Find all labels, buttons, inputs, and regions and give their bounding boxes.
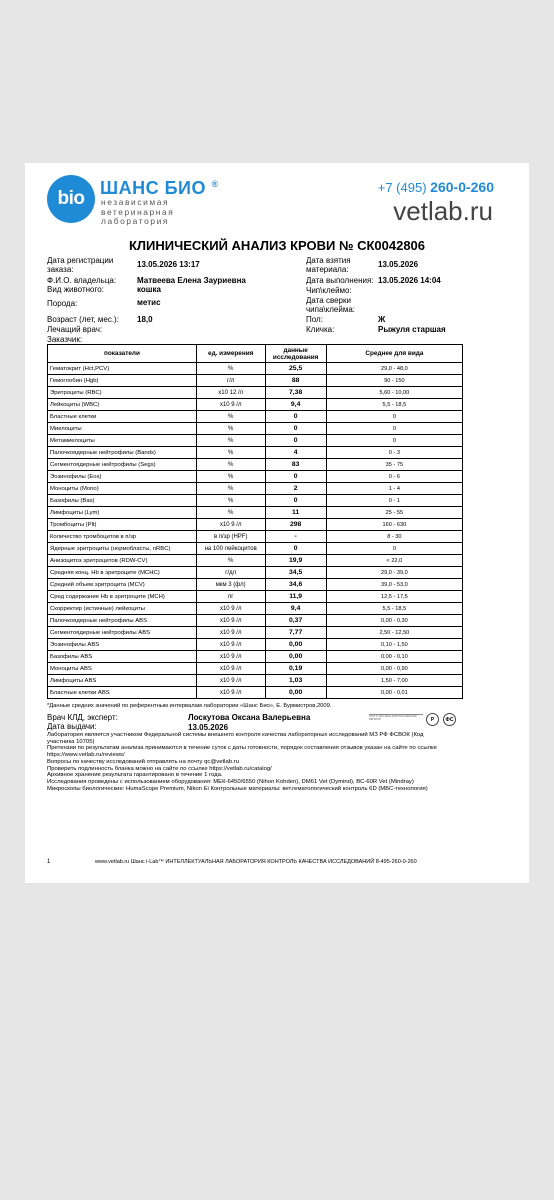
unit-cell: x10 9 /л	[196, 519, 265, 531]
reference-range: 90 - 150	[326, 375, 462, 387]
table-row	[48, 375, 463, 387]
reference-range: 5,5 - 18,5	[326, 399, 462, 411]
result-value: 0	[265, 423, 326, 435]
result-value: 7,77	[265, 627, 326, 639]
result-value: 9,4	[265, 603, 326, 615]
analyte-name: Лимфоциты ABS	[48, 675, 197, 687]
analyte-name: Анизоцитоз эритроцитов (RDW-CV)	[48, 555, 197, 567]
result-value: 0,19	[265, 663, 326, 675]
iso-stamp: ГОСТ Р ИСО 9001-2015 РОССИЙСКИЙ РЕГИСТР	[369, 714, 423, 727]
unit-cell: x10 9 /л	[196, 615, 265, 627]
issue-date-value: 13.05.2026	[188, 723, 229, 732]
footnote: *Данные средних значений по референтным интервалам лаборатории «Шанс Био», Е. Бурмистров,2009.	[47, 703, 332, 709]
breed-value: метис	[137, 298, 161, 307]
table-row	[48, 519, 463, 531]
unit-cell: мкм 3 (фл)	[196, 579, 265, 591]
phone-prefix: +7 (495)	[377, 180, 427, 195]
unit-cell: г/л	[196, 375, 265, 387]
done-date-label: Дата выполнения:	[306, 276, 374, 285]
analyte-name: Эозинофилы (Eos)	[48, 471, 197, 483]
done-date-value: 13.05.2026 14:04	[378, 276, 441, 285]
phone-number: 260-0-260	[430, 179, 494, 195]
reference-range: 25 - 55	[326, 507, 462, 519]
reference-range: 1,50 - 7,00	[326, 675, 462, 687]
reference-range: 5,60 - 10,00	[326, 387, 462, 399]
analyte-name: Сред содержание Hb в эритроците (MCH)	[48, 591, 197, 603]
table-row	[48, 507, 463, 519]
reference-range: 5,5 - 18,5	[326, 603, 462, 615]
unit-cell: %	[196, 495, 265, 507]
unit-cell: x10 9 /л	[196, 651, 265, 663]
analyte-name: Палочкоядерные нейтрофилы (Bands)	[48, 447, 197, 459]
column-header: данные исследования	[265, 345, 326, 363]
table-row	[48, 675, 463, 687]
reference-range: 0	[326, 543, 462, 555]
lab-phone	[378, 179, 494, 195]
unit-cell: x10 9 /л	[196, 687, 265, 699]
result-value: 4	[265, 447, 326, 459]
analyte-name: Лейкоциты (WBC)	[48, 399, 197, 411]
result-value: 0,00	[265, 687, 326, 699]
issue-date-label: Дата выдачи:	[47, 722, 97, 731]
result-value: 34,6	[265, 579, 326, 591]
analyte-name: Сегментоядерные нейтрофилы ABS	[48, 627, 197, 639]
reference-range: 29,0 - 48,0	[326, 363, 462, 375]
age-label: Возраст (лет, мес.):	[47, 315, 119, 324]
logo-text: bio	[57, 188, 85, 209]
reference-range: 0,10 - 1,50	[326, 639, 462, 651]
table-row	[48, 495, 463, 507]
table-row	[48, 423, 463, 435]
reference-range: 0 - 1	[326, 495, 462, 507]
table-row	[48, 483, 463, 495]
results-table	[47, 344, 463, 699]
unit-cell: г/дл	[196, 567, 265, 579]
table-row	[48, 531, 463, 543]
certification-stamps	[369, 713, 465, 727]
tagline-line: независимая	[101, 197, 170, 207]
table-row	[48, 543, 463, 555]
owner-value: Матвеева Елена Зауриевна	[137, 276, 246, 285]
expert-name: Лоскутова Оксана Валерьевна	[188, 713, 311, 722]
note-line: Исследования проведены с использованием оборудования: МЕК-6450/6550 (Nihon Kohden), DM61 Vet (Dymind), BC-60R Vet (Mindray)	[47, 778, 414, 785]
unit-cell: %	[196, 483, 265, 495]
analyte-name: Миелоциты	[48, 423, 197, 435]
result-value: 88	[265, 375, 326, 387]
unit-cell: x10 9 /л	[196, 627, 265, 639]
result-value: 0	[265, 411, 326, 423]
breed-label: Порода:	[47, 299, 78, 308]
result-value: 11	[265, 507, 326, 519]
result-value: 0	[265, 471, 326, 483]
result-value: 34,5	[265, 567, 326, 579]
unit-cell: x10 9 /л	[196, 675, 265, 687]
result-value: 1,03	[265, 675, 326, 687]
table-row	[48, 411, 463, 423]
lab-logo	[47, 175, 95, 223]
column-header: показатели	[48, 345, 197, 363]
nickname-label: Кличка:	[306, 325, 335, 334]
column-header: Среднее для вида	[326, 345, 462, 363]
reg-date-value: 13.05.2026 13:17	[137, 260, 200, 269]
chip-check-label: Дата сверки чипа\клейма:	[306, 296, 355, 314]
analyte-name: Бластные клетки ABS	[48, 687, 197, 699]
analyte-name: Эозинофилы ABS	[48, 639, 197, 651]
unit-cell: %	[196, 423, 265, 435]
unit-cell: %	[196, 459, 265, 471]
analyte-name: Скорректир (истинные) лейкоциты	[48, 603, 197, 615]
table-header-row	[48, 345, 463, 363]
table-row	[48, 579, 463, 591]
reference-range: 1 - 4	[326, 483, 462, 495]
unit-cell: %	[196, 435, 265, 447]
reference-range: 0	[326, 411, 462, 423]
reference-range: 2,50 - 12,50	[326, 627, 462, 639]
note-line: Архивное хранение результата гарантировано в течение 1 года.	[47, 772, 223, 779]
table-row	[48, 603, 463, 615]
analyte-name: Гемоглобин (Hgb)	[48, 375, 197, 387]
reference-range: 12,5 - 17,5	[326, 591, 462, 603]
result-value: 0	[265, 435, 326, 447]
unit-cell: x10 12 /л	[196, 387, 265, 399]
table-row	[48, 663, 463, 675]
unit-cell: %	[196, 411, 265, 423]
nickname-value: Рыжуля старшая	[378, 325, 446, 334]
species-label: Вид животного:	[47, 285, 104, 294]
unit-cell: %	[196, 555, 265, 567]
reference-range: 0 - 3	[326, 447, 462, 459]
result-value: 0	[265, 495, 326, 507]
reference-range: 8 - 30	[326, 531, 462, 543]
page-number: 1	[47, 859, 51, 865]
reference-range: 0	[326, 423, 462, 435]
reference-range: < 22,0	[326, 555, 462, 567]
table-row	[48, 435, 463, 447]
document-title: КЛИНИЧЕСКИЙ АНАЛИЗ КРОВИ № СК0042806	[128, 238, 426, 253]
table-row	[48, 639, 463, 651]
take-date-label: Дата взятия материала:	[306, 256, 351, 274]
result-value: 19,9	[265, 555, 326, 567]
brand-name	[100, 178, 219, 199]
owner-label: Ф.И.О. владельца:	[47, 276, 117, 285]
table-row	[48, 567, 463, 579]
analyte-name: Количество тромбоцитов в п/зр	[48, 531, 197, 543]
table-row	[48, 363, 463, 375]
unit-cell: %	[196, 507, 265, 519]
table-row	[48, 447, 463, 459]
analyte-name: Базофилы ABS	[48, 651, 197, 663]
table-row	[48, 591, 463, 603]
unit-cell: x10 9 /л	[196, 663, 265, 675]
note-line: https://www.vetlab.ru/reviews/	[47, 752, 125, 759]
chip-label: Чип\клеймо:	[306, 286, 352, 295]
result-value: 0,00	[265, 639, 326, 651]
page-footer: www.vetlab.ru Шанс i-Lab™ ИНТЕЛЛЕКТУАЛЬНАЯ ЛАБОРАТОРИЯ КОНТРОЛЬ КАЧЕСТВА ИССЛЕДОВАНИЙ 8-495-260-0-260	[95, 859, 417, 865]
analyte-name: Метамиелоциты	[48, 435, 197, 447]
table-row	[48, 615, 463, 627]
table-row	[48, 555, 463, 567]
result-value: 0,00	[265, 651, 326, 663]
analyte-name: Тромбоциты (Plt)	[48, 519, 197, 531]
analyte-name: Моноциты ABS	[48, 663, 197, 675]
brand-tagline	[101, 198, 174, 227]
unit-cell: %	[196, 363, 265, 375]
analyte-name: Средний объем эритроцита (MCV)	[48, 579, 197, 591]
note-line: Проверить подлинность бланка можно на сайте по ссылке https://vetlab.ru/catalog/	[47, 765, 272, 772]
analyte-name: Гематокрит (Hct,PCV)	[48, 363, 197, 375]
table-row	[48, 687, 463, 699]
sex-label: Пол:	[306, 315, 323, 324]
result-value: 83	[265, 459, 326, 471]
unit-cell: x10 9 /л	[196, 603, 265, 615]
result-value: 298	[265, 519, 326, 531]
unit-cell: x10 9 /л	[196, 399, 265, 411]
reference-range: 0,00 - 0,30	[326, 615, 462, 627]
table-row	[48, 471, 463, 483]
lab-site: vetlab.ru	[393, 196, 493, 226]
result-value: 11,9	[265, 591, 326, 603]
analyte-name: Сегментоядерные нейтрофилы (Segs)	[48, 459, 197, 471]
unit-cell: в п/зр (HPF)	[196, 531, 265, 543]
result-value: 0,37	[265, 615, 326, 627]
expert-label: Врач КЛД, эксперт:	[47, 713, 118, 722]
analyte-name: Эритроциты (RBC)	[48, 387, 197, 399]
reference-range: 29,0 - 39,0	[326, 567, 462, 579]
fs-mark-icon: ФС	[443, 713, 456, 726]
reference-range: 35 - 75	[326, 459, 462, 471]
note-line: Претензии по результатам анализа принимаются в течение суток с даты готовности, порядок составления отзывов указан на сайте по ссылке	[47, 745, 437, 752]
lab-report-page	[25, 163, 529, 883]
table-row	[48, 627, 463, 639]
analyte-name: Средняя конц. Hb в эритроците (MCHC)	[48, 567, 197, 579]
analyte-name: Лимфоциты (Lym)	[48, 507, 197, 519]
table-row	[48, 459, 463, 471]
unit-cell: x10 9 /л	[196, 639, 265, 651]
reference-range: 160 - 630	[326, 519, 462, 531]
result-value: 2	[265, 483, 326, 495]
take-date-value: 13.05.2026	[378, 260, 419, 269]
result-value: 25,5	[265, 363, 326, 375]
sex-value: Ж	[378, 315, 386, 324]
unit-cell: на 100 лейкоцитов	[196, 543, 265, 555]
table-row	[48, 651, 463, 663]
reference-range: 0,00 - 0,10	[326, 651, 462, 663]
result-value: 9,4	[265, 399, 326, 411]
note-line: Микроскопы биологические: HumaScope Premium, Nikon Ei Контрольные материалы: вет.гематологический контроль 6D (МБС-технология)	[47, 785, 428, 792]
tagline-line: ветеринарная	[101, 206, 175, 217]
reference-range: 0	[326, 435, 462, 447]
analyte-name: Базофилы (Bas)	[48, 495, 197, 507]
analyte-name: Бластные клетки	[48, 411, 197, 423]
column-header: ед. измерения	[196, 345, 265, 363]
result-value: 7,38	[265, 387, 326, 399]
lab-notes	[47, 732, 467, 792]
analyte-name: Моноциты (Mono)	[48, 483, 197, 495]
doctor-label: Лечащий врач:	[47, 325, 103, 334]
age-value: 18,0	[137, 315, 153, 324]
table-row	[48, 399, 463, 411]
table-row	[48, 387, 463, 399]
unit-cell: %	[196, 471, 265, 483]
reference-range: 0 - 6	[326, 471, 462, 483]
reference-range: 0,00 - 0,90	[326, 663, 462, 675]
brand-label: ШАНС БИО	[100, 178, 206, 198]
reg-date-label: Дата регистрации заказа:	[47, 256, 114, 274]
results-body	[48, 363, 463, 699]
cert-mark-icon: Р	[426, 713, 439, 726]
note-line: участника 10705)	[47, 738, 95, 745]
analyte-name: Палочкоядерные нейтрофилы ABS	[48, 615, 197, 627]
result-value: -	[265, 531, 326, 543]
analyte-name: Ядерные эритроциты (нормобласты, nRBC)	[48, 543, 197, 555]
unit-cell: пг	[196, 591, 265, 603]
registered-mark: ®	[211, 179, 219, 189]
reference-range: 0,00 - 0,01	[326, 687, 462, 699]
note-line: Вопросы по качеству исследований отправлять на почту qc@vetlab.ru	[47, 758, 239, 765]
result-value: 0	[265, 543, 326, 555]
species-value: кошка	[137, 285, 161, 294]
note-line: Лаборатория является участником Федеральной системы внешнего контроля качества лабораторных исследований МЗ РФ ФСВОК (Код	[47, 732, 424, 738]
tagline-line: лаборатория	[101, 216, 170, 226]
customer-label: Заказчик:	[47, 335, 83, 344]
reference-range: 39,0 - 53,0	[326, 579, 462, 591]
unit-cell: %	[196, 447, 265, 459]
